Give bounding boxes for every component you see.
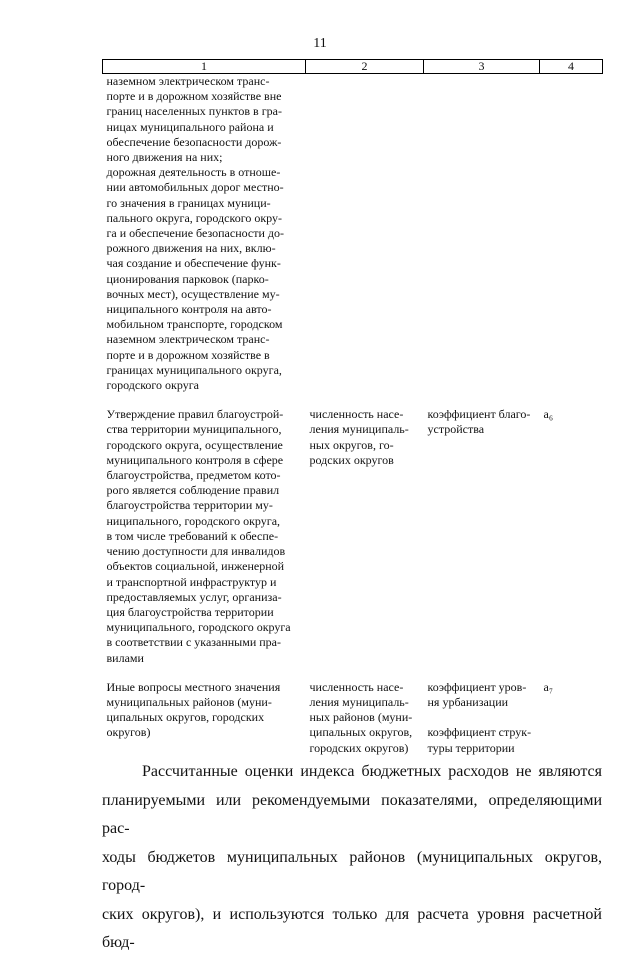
- text-line: муниципальных районов (муни-: [106, 694, 272, 709]
- table-header-row: [103, 60, 603, 74]
- column-header-3: 3: [424, 60, 540, 74]
- coefficient-symbol: a₇: [543, 679, 554, 694]
- text-line: чению доступности для инвалидов: [106, 544, 286, 559]
- text-line: ления муниципаль-: [309, 422, 409, 437]
- text-line: устройства: [427, 422, 485, 437]
- text-line: порте и в дорожном хозяйстве в: [106, 347, 270, 362]
- paragraph-line: Рассчитанные оценки индекса бюджетных расходов не являются: [142, 763, 602, 780]
- text-line: ниципального, городского округа,: [106, 513, 281, 528]
- paragraph-line: планируемыми или рекомендуемыми показателями, определяющими рас-: [102, 791, 602, 837]
- text-line: предоставляемых услуг, организа-: [106, 589, 282, 604]
- text-line: мобильном транспорте, городском: [106, 317, 283, 332]
- text-line: нии автомобильных дорог местно-: [106, 180, 284, 195]
- body-paragraph: [102, 758, 602, 958]
- text-line: порте и в дорожном хозяйстве вне: [106, 89, 282, 104]
- text-line: ных округов, го-: [309, 437, 394, 452]
- coefficient-symbol: a₆: [543, 407, 554, 422]
- text-line: округов): [106, 725, 151, 740]
- table-row-improvement: [103, 407, 603, 665]
- text-line: и транспортной инфраструктур и: [106, 574, 277, 589]
- road-activity-text: [103, 74, 306, 394]
- text-line: городского округа: [106, 378, 199, 393]
- text-line: ципальных округов, городских: [106, 710, 265, 725]
- text-line: ня урбанизации: [427, 694, 509, 709]
- text-line: коэффициент струк-: [427, 725, 532, 740]
- coefficient-cell: [424, 407, 540, 665]
- table-row-road-activity-continuation: [103, 74, 603, 394]
- text-line: коэффициент благо-: [427, 407, 531, 422]
- text-line: коэффициент уров-: [427, 679, 527, 694]
- text-line: ционирования парковок (парко-: [106, 271, 269, 286]
- text-line: ного движения на них;: [106, 150, 223, 165]
- text-line: ства территории муниципального,: [106, 422, 282, 437]
- paragraph-line: ходы бюджетов муниципальных районов (муниципальных округов, город-: [102, 848, 602, 894]
- text-line: муниципального, городского округа: [106, 620, 291, 635]
- text-line: границ населенных пунктов в гра-: [106, 104, 282, 119]
- document-table: [102, 59, 603, 756]
- text-line: [428, 710, 537, 725]
- text-line: наземном электрическом транс-: [106, 74, 270, 88]
- population-indicator: [306, 407, 424, 665]
- text-line: ницах муниципального района и: [106, 119, 274, 134]
- empty-cell: [306, 74, 424, 394]
- row-spacer: [103, 393, 603, 407]
- text-line: пального округа, городского окру-: [106, 210, 282, 225]
- text-line: рожного движения на них, вклю-: [106, 241, 276, 256]
- text-line: чая создание и обеспечение функ-: [106, 256, 281, 271]
- text-line: вочных мест), осуществление му-: [106, 286, 280, 301]
- text-line: вилами: [106, 650, 144, 665]
- table-row-other-issues: [103, 680, 603, 756]
- row-spacer: [103, 666, 603, 680]
- text-line: ниципального контроля на авто-: [106, 302, 272, 317]
- text-line: дорожная деятельность в отноше-: [106, 165, 281, 180]
- text-line: га и обеспечение безопасности до-: [106, 226, 285, 241]
- empty-cell: [424, 74, 540, 394]
- text-line: муниципального контроля в сфере: [106, 452, 284, 467]
- text-line: наземном электрическом транс-: [106, 332, 270, 347]
- column-header-4: 4: [540, 60, 603, 74]
- page-number: 11: [313, 36, 327, 51]
- text-line: численность насе-: [309, 407, 404, 422]
- improvement-text: [103, 407, 306, 665]
- population-indicator: [306, 680, 424, 756]
- text-line: ция благоустройства территории: [106, 604, 274, 619]
- text-line: Иные вопросы местного значения: [106, 679, 281, 694]
- column-header-2: 2: [306, 60, 424, 74]
- text-line: ципальных округов,: [309, 725, 413, 740]
- text-line: ления муниципаль-: [309, 694, 409, 709]
- text-line: численность насе-: [309, 679, 404, 694]
- text-line: рого является соблюдение правил: [106, 483, 280, 498]
- text-line: благоустройства, предметом кото-: [106, 468, 281, 483]
- paragraph-line: ских округов), и используются только для расчета уровня расчетной бюд-: [102, 905, 602, 951]
- text-line: го значения в границах муници-: [106, 195, 271, 210]
- text-line: границах муниципального округа,: [106, 362, 282, 377]
- text-line: благоустройства территории му-: [106, 498, 273, 513]
- text-line: городского округа, осуществление: [106, 437, 283, 452]
- text-line: туры территории: [427, 740, 515, 755]
- text-line: родских округов: [309, 452, 394, 467]
- text-line: в том числе требований к обеспе-: [106, 528, 279, 543]
- text-line: ных районов (муни-: [309, 710, 413, 725]
- text-line: обеспечение безопасности дорож-: [106, 134, 282, 149]
- other-issues-text: [103, 680, 306, 756]
- text-line: городских округов): [309, 740, 409, 755]
- empty-cell: [540, 74, 603, 394]
- coefficient-cell: [424, 680, 540, 756]
- text-line: в соответствии с указанными пра-: [106, 635, 282, 650]
- text-line: Утверждение правил благоустрой-: [106, 407, 284, 422]
- text-line: объектов социальной, инженерной: [106, 559, 285, 574]
- column-header-1: 1: [103, 60, 306, 74]
